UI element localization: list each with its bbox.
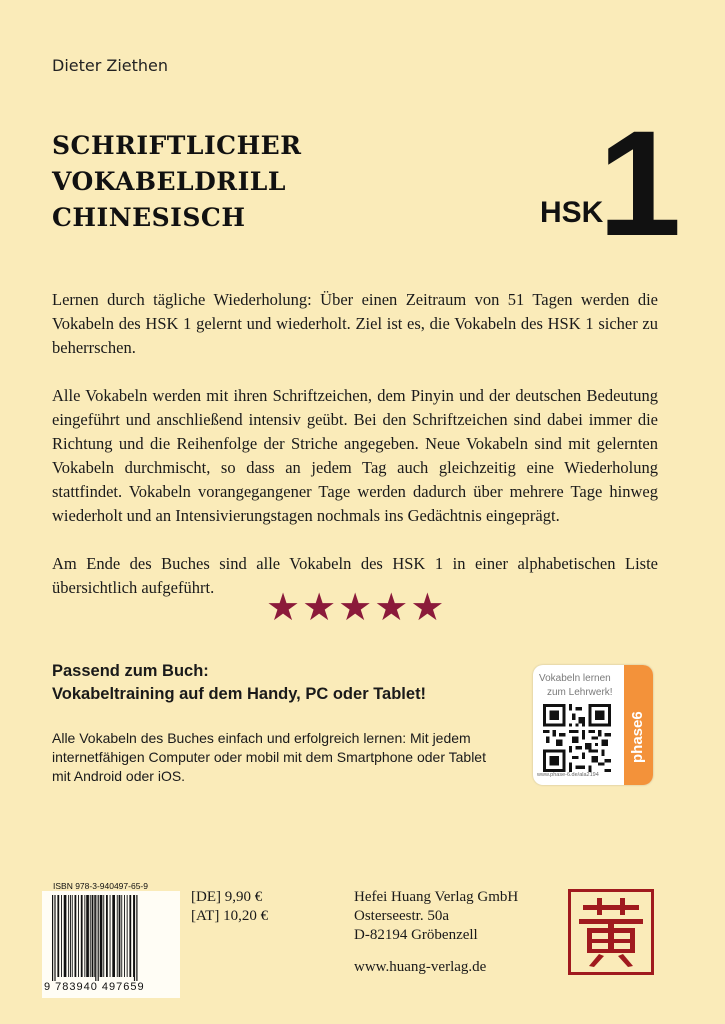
blurb-paragraph-3: Am Ende des Buches sind alle Vokabeln des HSK 1 in einer alphabetischen Liste übersichtlich aufgeführt. <box>52 554 658 597</box>
book-title <box>52 128 302 236</box>
barcode <box>42 891 180 998</box>
author-name: Dieter Ziethen <box>52 56 169 75</box>
phase6-app-card <box>533 665 653 785</box>
star-icon: ★ <box>266 587 303 629</box>
app-card-caption-2: zum Lehrwerk! <box>547 687 613 698</box>
title-line-1: SCHRIFTLICHER <box>52 131 302 160</box>
rating-stars <box>266 585 446 630</box>
barcode-number: 9 783940 497659 <box>44 981 145 993</box>
app-card-url: www.phase-6.de/ala2194 <box>537 772 599 778</box>
phase6-logo: phase6 <box>629 711 646 763</box>
publisher-name: Hefei Huang Verlag GmbH <box>354 889 519 905</box>
publisher-website: www.huang-verlag.de <box>354 959 487 975</box>
price-de: [DE] 9,90 € <box>191 889 263 905</box>
blurb-paragraph-2: Alle Vokabeln werden mit ihren Schriftzeichen, dem Pinyin und der deutschen Bedeutung eingeführt und anschließend intensiv geübt. Bei den Schriftzeichen sind dabei immer die Richtung und die Reihenfolge der Striche angegeben. Neue Vokabeln sind mit gelernten Vokabeln durchmischt, so dass an jedem Tag auch gleichzeitig eine Wiederholung stattfindet. Vokabeln vorangegangener Tage werden dadurch über mehrere Tage hinweg wiederholt und an Intensivierungstagen nochmals ins Gedächtnis eingeprägt. <box>52 386 658 525</box>
title-line-3: CHINESISCH <box>52 203 246 232</box>
hsk-level-number: 1 <box>598 99 682 267</box>
qr-code-icon <box>543 704 611 772</box>
star-icon: ★ <box>410 587 447 629</box>
promo-headline-2: Vokabeltraining auf dem Handy, PC oder Tablet! <box>52 685 427 703</box>
prices <box>191 888 268 926</box>
title-line-2: VOKABELDRILL <box>52 167 286 196</box>
publisher-city: D-82194 Gröbenzell <box>354 927 478 943</box>
huang-seal-icon <box>571 892 651 972</box>
publisher-logo <box>568 889 654 975</box>
promo-text: Alle Vokabeln des Buches einfach und erfolgreich lernen: Mit jedem internetfähigen Computer oder mobil mit dem Smartphone oder Tablet mit Android oder iOS. <box>52 730 486 784</box>
promo-headline <box>52 660 426 706</box>
blurb <box>52 288 658 624</box>
star-icon: ★ <box>374 587 411 629</box>
price-at: [AT] 10,20 € <box>191 908 269 924</box>
promo-headline-1: Passend zum Buch: <box>52 662 209 680</box>
star-icon: ★ <box>302 587 339 629</box>
star-icon: ★ <box>338 587 375 629</box>
phase6-brand-stripe <box>624 665 653 785</box>
barcode-bars <box>50 895 172 981</box>
isbn-label: ISBN 978-3-940497-65-9 <box>53 881 148 891</box>
publisher-address <box>354 888 518 945</box>
publisher-street: Osterseestr. 50a <box>354 908 449 924</box>
blurb-paragraph-1: Lernen durch tägliche Wiederholung: Über einen Zeitraum von 51 Tagen werden die Vokabeln des HSK 1 gelernt und wiederholt. Ziel ist es, die Vokabeln des HSK 1 sicher zu beherrschen. <box>52 290 658 357</box>
app-card-caption-1: Vokabeln lernen <box>539 673 611 684</box>
hsk-label: HSK <box>540 196 604 229</box>
